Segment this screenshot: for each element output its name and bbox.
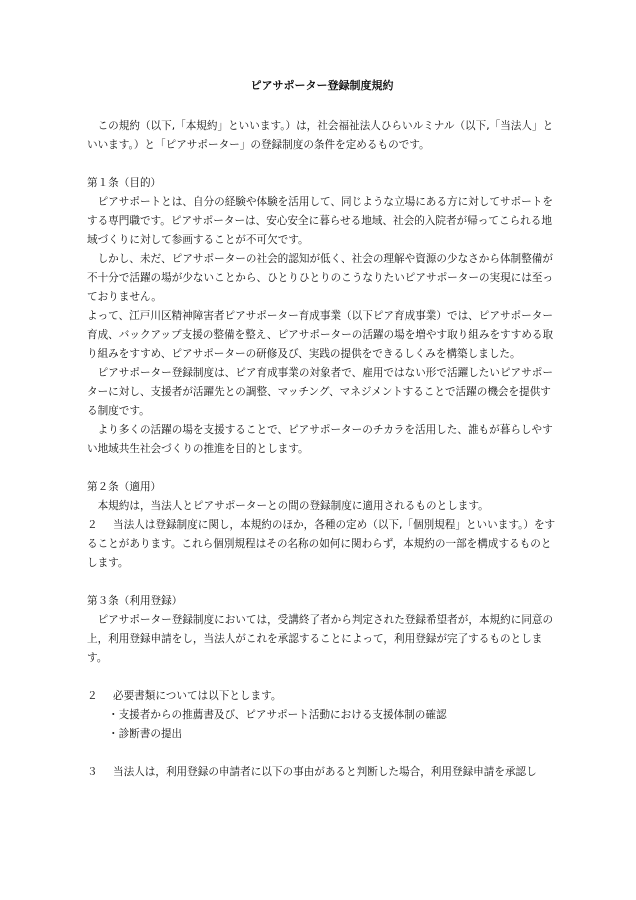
article-1-paragraph-2: しかし、未だ、ピアサポーターの社会的認知が低く、社会の理解や資源の少なさから体制整備が不十分で活躍の場が少ないことから、ひとりひとりのこうなりたいピアサポーターの実現には至っておりません。 xyxy=(87,253,554,303)
article-3-paragraph-1: ピアサポーター登録制度においては，受講終了者から判定された登録希望者が，本規約に同意の上，利用登録申請をし，当法人がこれを承認することによって，利用登録が完了するものとします。 xyxy=(87,614,554,664)
article-1-heading: 第１条（目的） xyxy=(87,177,162,189)
spacer xyxy=(87,744,557,763)
article-2-item-2 xyxy=(87,516,557,573)
spacer xyxy=(87,155,557,174)
intro-paragraph: この規約（以下,「本規約」といいます。）は，社会福祉法人ひらいルミナル（以下,「当法人」といいます。）と「ピアサポーター」の登録制度の条件を定めるものです。 xyxy=(87,120,554,151)
document-body xyxy=(87,76,557,782)
document-title: ピアサポーター登録制度規約 xyxy=(250,79,394,92)
list-item: ・診断書の提出 xyxy=(108,728,183,740)
item-number: ２ xyxy=(87,519,98,531)
article-1-paragraph-4: ピアサポーター登録制度は、ピア育成事業の対象者で、雇用ではない形で活躍したいピアサポーターに対し、支援者が活躍先との調整、マッチング、マネジメントすることで活躍の機会を提供する制度です。 xyxy=(87,367,553,417)
spacer xyxy=(87,668,557,687)
article-2-paragraph-2: 当法人は登録制度に関し，本規約のほか，各種の定め（以下,「個別規程」といいます。）をすることがあります。これら個別規程はその名称の如何に関わらず，本規約の一部を構成するものとします。 xyxy=(87,519,556,569)
required-documents-list xyxy=(87,706,557,744)
spacer xyxy=(87,573,557,592)
list-item: ・支援者からの推薦書及び、ピアサポート活動における支援体制の確認 xyxy=(108,709,447,721)
spacer xyxy=(87,459,557,478)
article-3-item-2 xyxy=(87,687,557,706)
item-number: ３ xyxy=(87,766,98,778)
article-1-paragraph-5: より多くの活躍の場を支援することで、ピアサポーターのチカラを活用した、誰もが暮らしやすい地域共生社会づくりの推進を目的とします。 xyxy=(87,424,553,455)
article-3-heading: 第３条（利用登録） xyxy=(87,595,183,607)
article-3-item-3 xyxy=(87,763,557,782)
article-1-paragraph-3: よって、江戸川区精神障害者ピアサポーター育成事業（以下ピア育成事業）では、ピアサポーター育成、バックアップ支援の整備を整え、ピアサポーターの活躍の場を増やす取り組みをすすめる取り組みをすすめ、ピアサポーターの研修及び、実践の提供をできるしくみを構築しました。 xyxy=(87,310,554,360)
article-2-heading: 第２条（適用） xyxy=(87,481,162,493)
item-number: ２ xyxy=(87,690,98,702)
article-3-paragraph-3: 当法人は，利用登録の申請者に以下の事由があると判断した場合，利用登録申請を承認し xyxy=(113,766,537,778)
article-2-paragraph-1: 本規約は，当法人とピアサポーターとの間の登録制度に適用されるものとします。 xyxy=(97,500,489,512)
article-3-paragraph-2: 必要書類については以下とします。 xyxy=(113,690,282,702)
article-1-paragraph-1: ピアサポートとは、自分の経験や体験を活用して、同じような立場にある方に対してサポートをする専門職です。ピアサポーターは、安心安全に暮らせる地域、社会的入院者が帰ってこられる地域づくりに対して参画することが不可欠です。 xyxy=(87,196,553,246)
